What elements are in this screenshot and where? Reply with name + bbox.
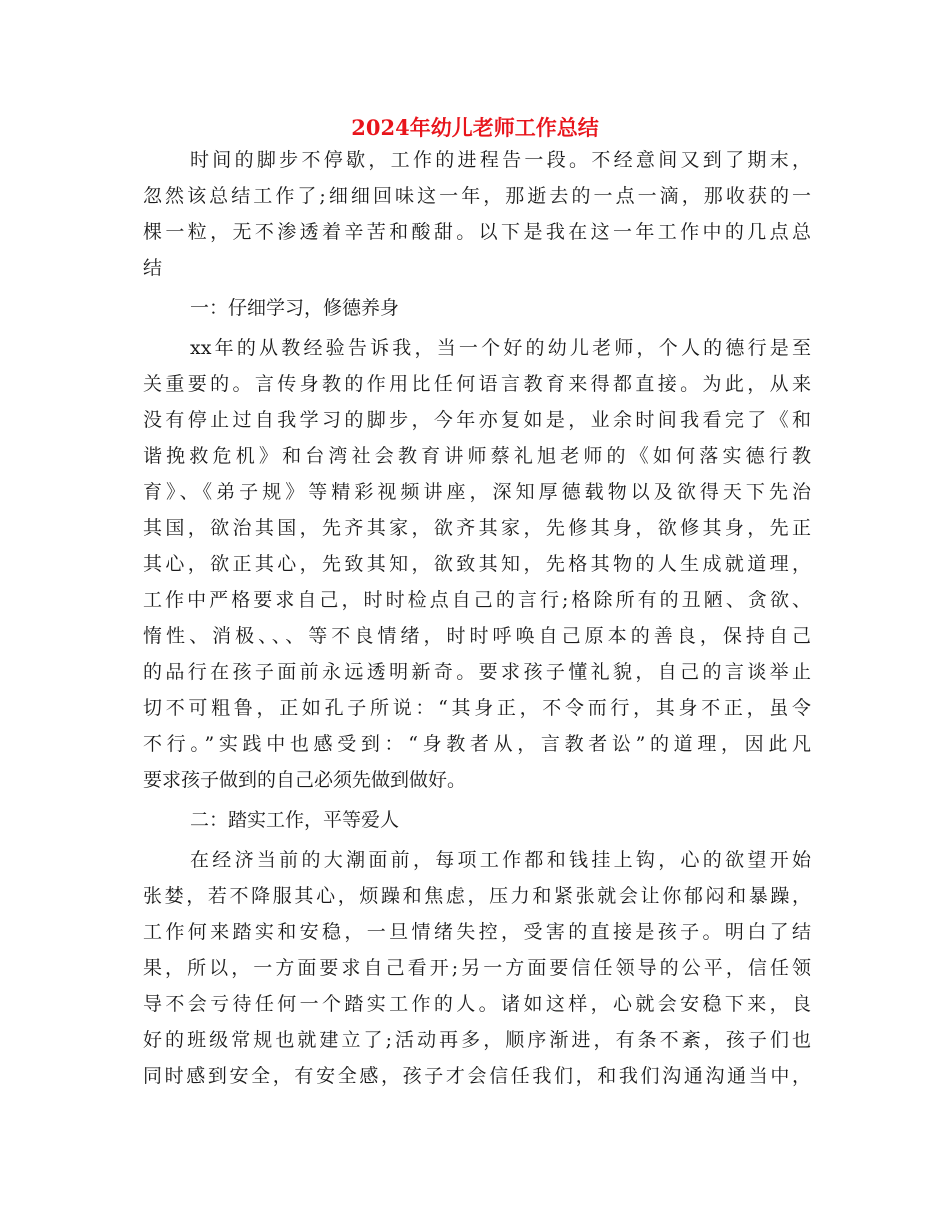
paragraph-line: 育》、《弟子规》等精彩视频讲座，深知厚德载物以及欲得天下先治 bbox=[143, 481, 811, 503]
paragraph-line: 的品行在孩子面前永远透明新奇。要求孩子懂礼貌，自己的言谈举止 bbox=[143, 661, 811, 683]
paragraph-line: 没有停止过自我学习的脚步，今年亦复如是，业余时间我看完了《和 bbox=[143, 409, 811, 431]
document-title: 2024年幼儿老师工作总结 bbox=[351, 115, 599, 140]
paragraph-line: 惰性、消极、、、等不良情绪，时时呼唤自己原本的善良，保持自己 bbox=[143, 625, 811, 647]
paragraph-line: 棵一粒，无不渗透着辛苦和酸甜。以下是我在这一年工作中的几点总 bbox=[143, 221, 811, 243]
section-heading: 二：踏实工作，平等爱人 bbox=[190, 809, 400, 831]
paragraph-line: 同时感到安全，有安全感，孩子才会信任我们，和我们沟通沟通当中， bbox=[143, 1065, 811, 1087]
paragraph-line: 谐挽救危机》和台湾社会教育讲师蔡礼旭老师的《如何落实德行教 bbox=[143, 445, 811, 467]
paragraph-line: 要求孩子做到的自己必须先做到做好。 bbox=[143, 769, 467, 791]
paragraph-line: 忽然该总结工作了;细细回味这一年，那逝去的一点一滴，那收获的一 bbox=[143, 185, 811, 207]
paragraph-line: 果，所以，一方面要求自己看开;另一方面要信任领导的公平，信任领 bbox=[143, 957, 811, 979]
paragraph-line: 关重要的。言传身教的作用比任何语言教育来得都直接。为此，从来 bbox=[143, 373, 811, 395]
paragraph-line: 工作中严格要求自己，时时检点自己的言行;格除所有的丑陋、贪欲、 bbox=[143, 589, 811, 611]
paragraph-line: 结 bbox=[143, 257, 163, 279]
paragraph-line: 其国，欲治其国，先齐其家，欲齐其家，先修其身，欲修其身，先正 bbox=[143, 517, 811, 539]
paragraph-line: 其心，欲正其心，先致其知，欲致其知，先格其物的人生成就道理， bbox=[143, 553, 811, 575]
paragraph-line: 切不可粗鲁，正如孔子所说：“其身正，不令而行，其身不正，虽令 bbox=[143, 697, 811, 719]
paragraph-line: 工作何来踏实和安稳，一旦情绪失控，受害的直接是孩子。明白了结 bbox=[143, 921, 811, 943]
paragraph-line: 时间的脚步不停歇，工作的进程告一段。不经意间又到了期末， bbox=[190, 149, 811, 171]
paragraph-line: 好的班级常规也就建立了;活动再多，顺序渐进，有条不紊，孩子们也 bbox=[143, 1029, 811, 1051]
paragraph-line: 在经济当前的大潮面前，每项工作都和钱挂上钩，心的欲望开始 bbox=[190, 849, 811, 871]
paragraph-line: 不行。”实践中也感受到：“身教者从，言教者讼”的道理，因此凡 bbox=[143, 733, 811, 755]
paragraph-line: 导不会亏待任何一个踏实工作的人。诸如这样，心就会安稳下来，良 bbox=[143, 993, 811, 1015]
paragraph-line: xx年的从教经验告诉我，当一个好的幼儿老师，个人的德行是至 bbox=[190, 337, 811, 359]
paragraph-line: 张婪，若不降服其心，烦躁和焦虑，压力和紧张就会让你郁闷和暴躁， bbox=[143, 885, 811, 907]
section-heading: 一：仔细学习，修德养身 bbox=[190, 297, 400, 319]
